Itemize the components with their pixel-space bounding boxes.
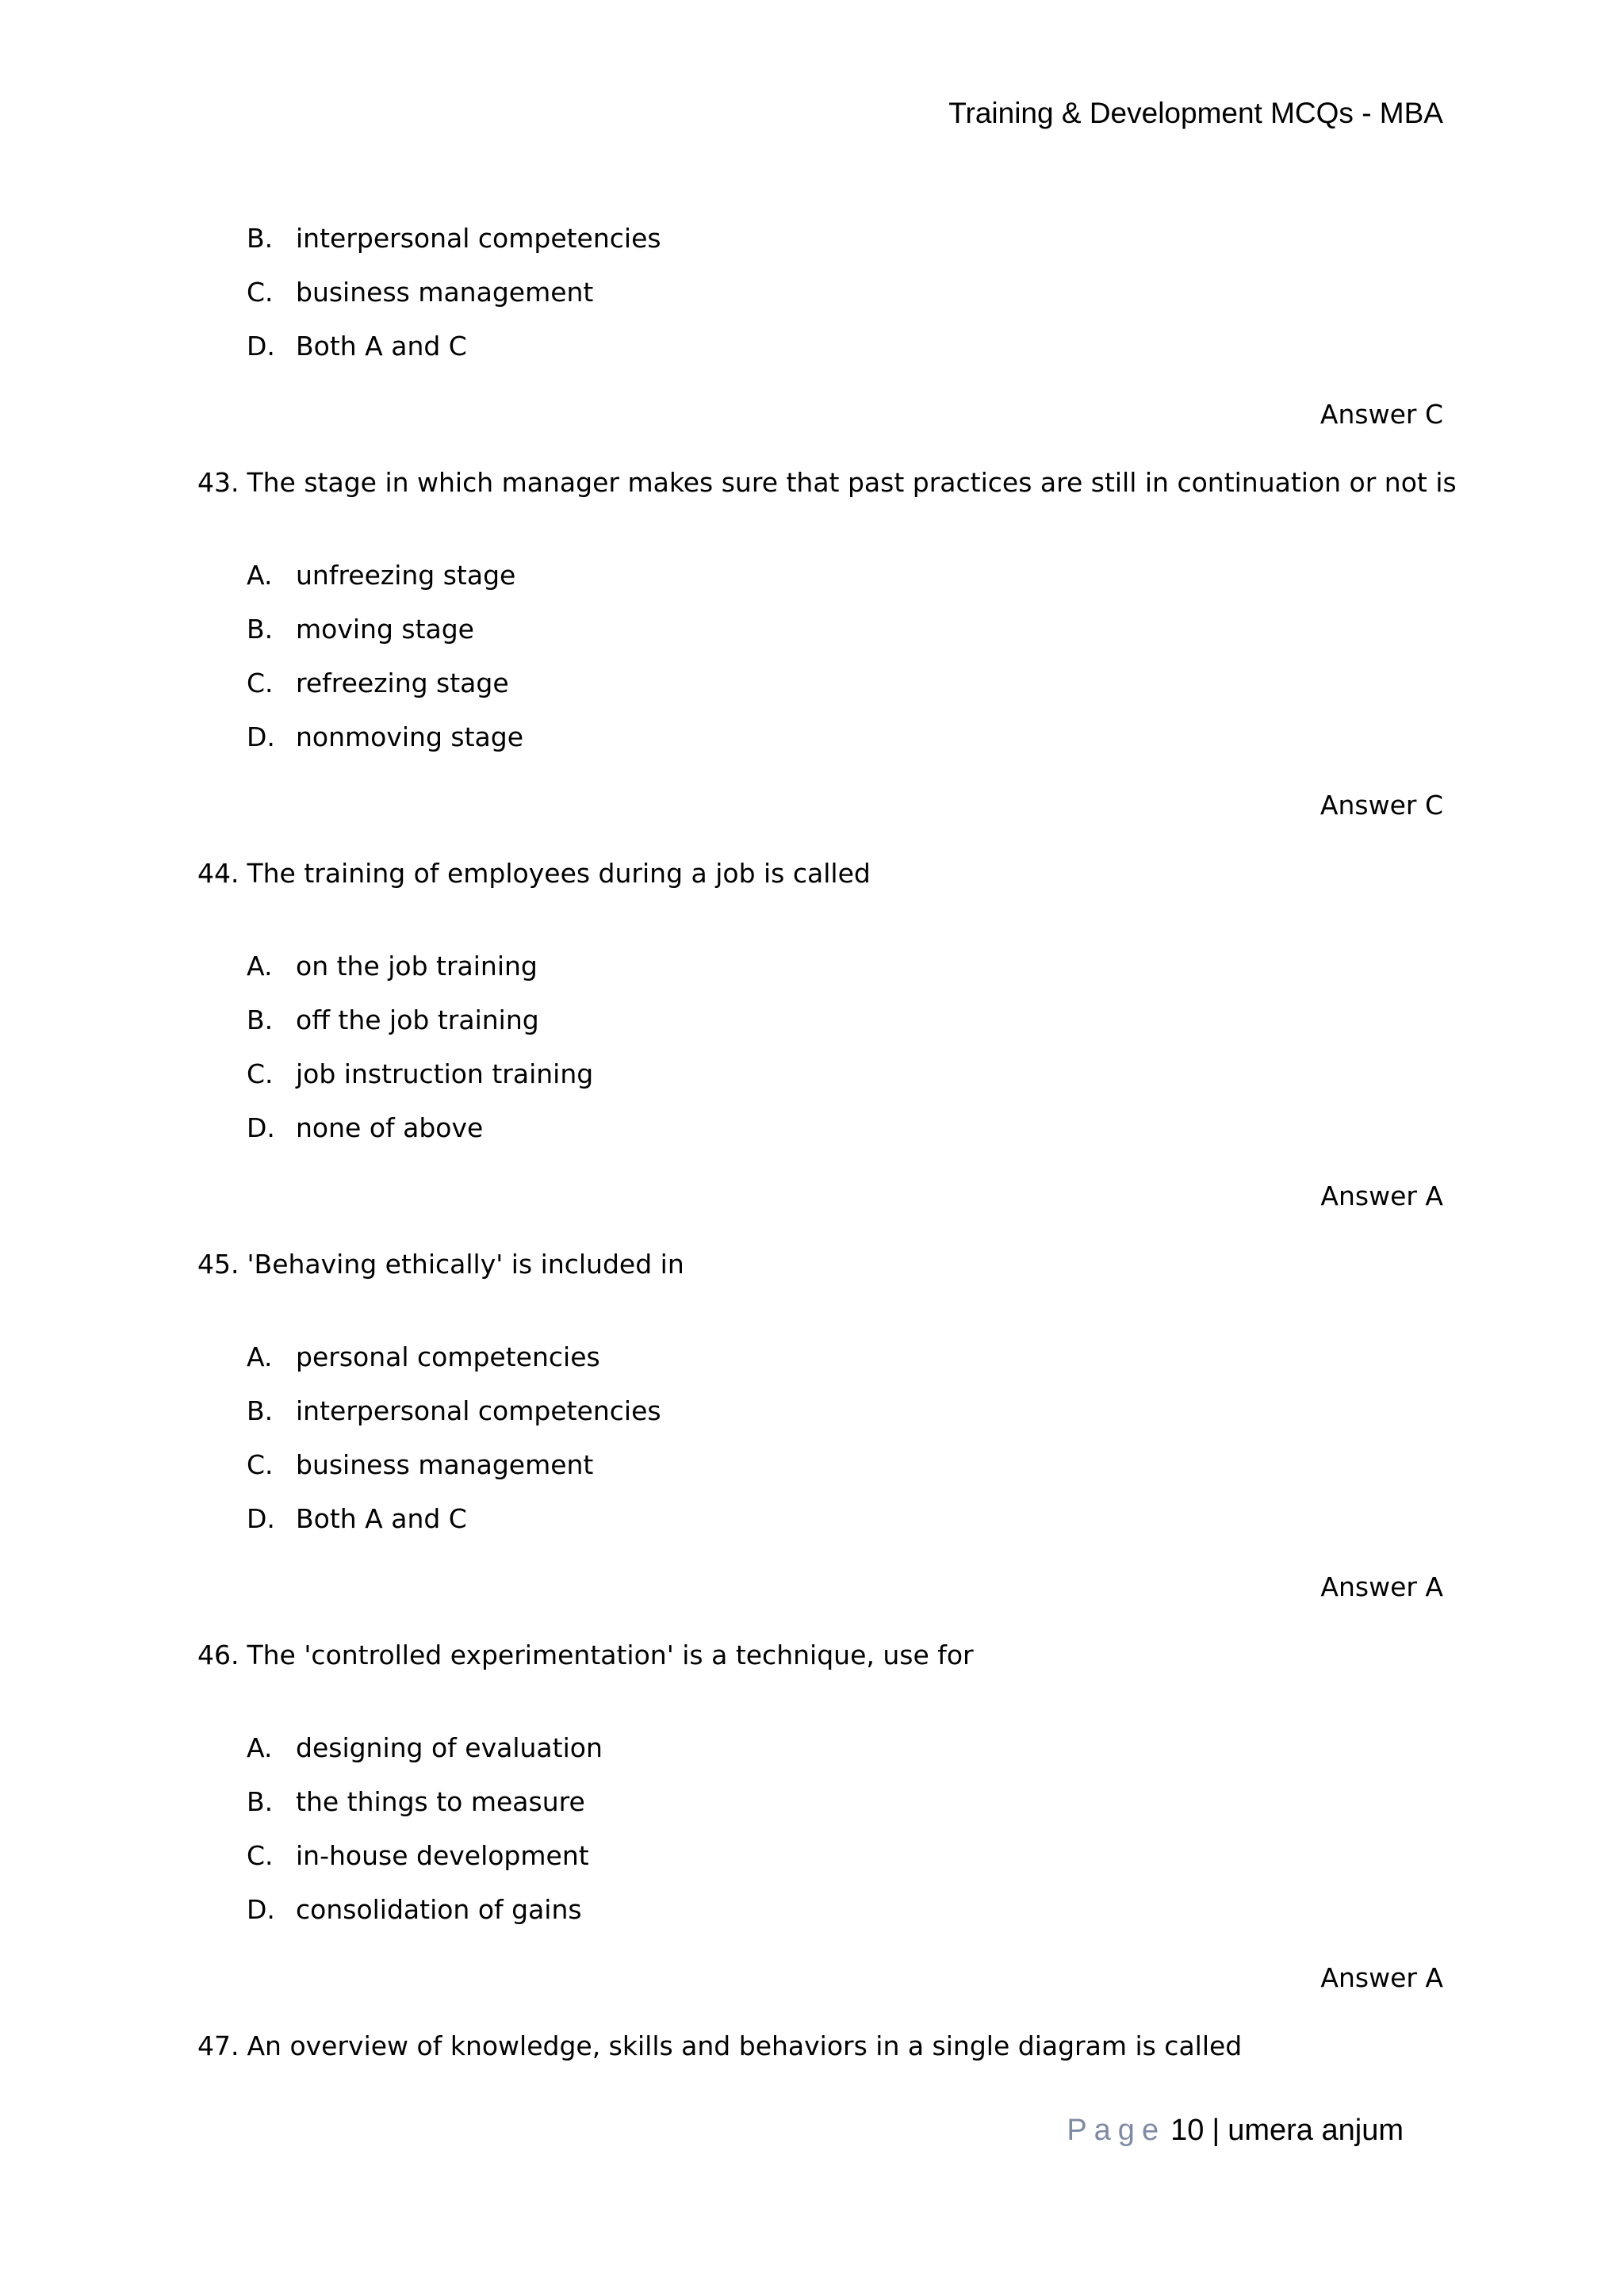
option-row bbox=[247, 1503, 1357, 1535]
option-letter: D. bbox=[247, 721, 275, 752]
question-text: The 'controlled experimentation' is a technique, use for bbox=[247, 1640, 974, 1670]
option-letter: D. bbox=[247, 1894, 275, 1925]
option-row bbox=[247, 1341, 1357, 1373]
question-number: 45. bbox=[197, 1249, 239, 1280]
page-footer bbox=[1067, 2114, 1404, 2148]
option-letter: A. bbox=[247, 1341, 273, 1372]
question-47 bbox=[197, 2030, 1242, 2062]
question-number: 46. bbox=[197, 1640, 239, 1670]
option-row bbox=[247, 560, 1357, 591]
option-row bbox=[247, 1058, 1357, 1090]
option-row bbox=[247, 1395, 1357, 1427]
option-letter: C. bbox=[247, 1449, 274, 1480]
footer-separator: | bbox=[1212, 2114, 1220, 2147]
option-letter: C. bbox=[247, 1840, 274, 1871]
page-header-title: Training & Development MCQs - MBA bbox=[948, 97, 1443, 129]
option-letter: C. bbox=[247, 277, 274, 308]
question-text: An overview of knowledge, skills and behaviors in a single diagram is called bbox=[247, 2030, 1243, 2061]
option-text: interpersonal competencies bbox=[296, 223, 661, 254]
option-letter: B. bbox=[247, 1004, 274, 1035]
option-letter: D. bbox=[247, 331, 275, 362]
option-row bbox=[247, 1894, 1357, 1926]
option-text: Both A and C bbox=[296, 331, 467, 362]
option-letter: A. bbox=[247, 951, 273, 982]
page-label: Page bbox=[1067, 2114, 1166, 2147]
footer-author: umera anjum bbox=[1228, 2114, 1404, 2147]
question-46 bbox=[197, 1640, 974, 1671]
option-text: refreezing stage bbox=[296, 668, 509, 698]
option-text: designing of evaluation bbox=[296, 1732, 603, 1763]
option-text: nonmoving stage bbox=[296, 721, 524, 752]
option-row bbox=[247, 1786, 1357, 1818]
question-number: 44. bbox=[197, 858, 239, 889]
option-text: on the job training bbox=[296, 951, 538, 982]
option-text: moving stage bbox=[296, 614, 474, 645]
option-letter: B. bbox=[247, 1395, 274, 1426]
option-text: unfreezing stage bbox=[296, 560, 516, 591]
option-letter: A. bbox=[247, 560, 273, 591]
option-text: personal competencies bbox=[296, 1341, 600, 1372]
option-text: in-house development bbox=[296, 1840, 589, 1871]
page-number: 10 bbox=[1170, 2114, 1205, 2147]
question-45 bbox=[197, 1249, 684, 1280]
question-44 bbox=[197, 858, 871, 890]
option-letter: D. bbox=[247, 1503, 275, 1534]
option-letter: C. bbox=[247, 668, 274, 698]
option-row bbox=[247, 1112, 1357, 1144]
answer-line: Answer A bbox=[1320, 1962, 1443, 1993]
option-text: none of above bbox=[296, 1112, 484, 1143]
option-row bbox=[247, 721, 1357, 753]
option-letter: A. bbox=[247, 1732, 273, 1763]
option-row bbox=[247, 668, 1357, 699]
answer-line: Answer A bbox=[1320, 1181, 1443, 1211]
question-43 bbox=[197, 467, 1457, 499]
option-text: consolidation of gains bbox=[296, 1894, 582, 1925]
option-letter: B. bbox=[247, 1786, 274, 1817]
option-row bbox=[247, 614, 1357, 645]
option-letter: D. bbox=[247, 1112, 275, 1143]
option-text: job instruction training bbox=[296, 1058, 594, 1089]
option-text: Both A and C bbox=[296, 1503, 467, 1534]
option-row bbox=[247, 1840, 1357, 1872]
option-letter: B. bbox=[247, 223, 274, 254]
option-row bbox=[247, 223, 1357, 254]
option-text: business management bbox=[296, 1449, 594, 1480]
question-text: The training of employees during a job is called bbox=[247, 858, 871, 889]
question-number: 47. bbox=[197, 2030, 239, 2061]
option-row bbox=[247, 331, 1357, 362]
option-row bbox=[247, 277, 1357, 308]
question-number: 43. bbox=[197, 467, 239, 498]
option-letter: C. bbox=[247, 1058, 274, 1089]
question-text: The stage in which manager makes sure that past practices are still in continuation or not is bbox=[247, 467, 1457, 498]
option-row bbox=[247, 951, 1357, 982]
option-text: the things to measure bbox=[296, 1786, 585, 1817]
option-text: off the job training bbox=[296, 1004, 539, 1035]
option-row bbox=[247, 1732, 1357, 1764]
answer-line: Answer C bbox=[1320, 399, 1443, 430]
question-text: 'Behaving ethically' is included in bbox=[247, 1249, 684, 1280]
answer-line: Answer C bbox=[1320, 790, 1443, 821]
answer-line: Answer A bbox=[1320, 1571, 1443, 1602]
option-text: business management bbox=[296, 277, 594, 308]
option-row bbox=[247, 1449, 1357, 1481]
option-row bbox=[247, 1004, 1357, 1036]
option-text: interpersonal competencies bbox=[296, 1395, 661, 1426]
option-letter: B. bbox=[247, 614, 274, 645]
